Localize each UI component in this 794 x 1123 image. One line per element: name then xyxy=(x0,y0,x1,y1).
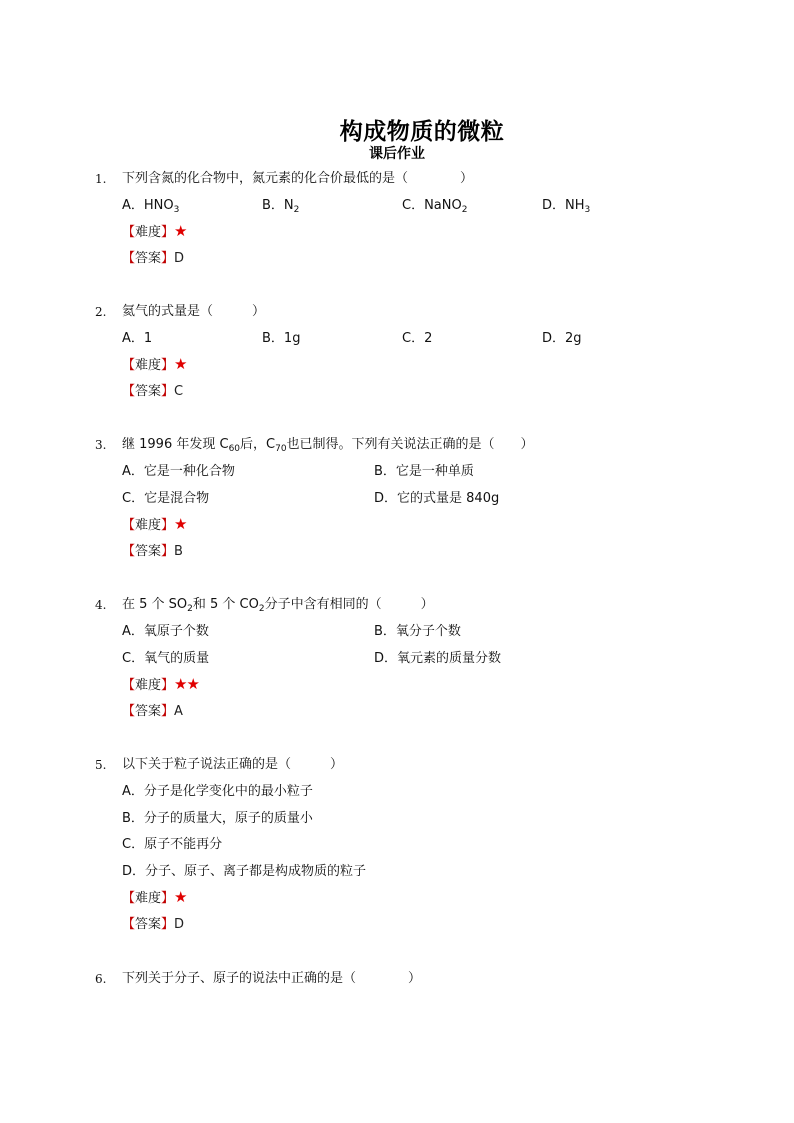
option-c: C．原子不能再分 xyxy=(122,837,223,852)
question-stem: 在 5 个 $SO_2$和 5 个 $CO_2$分子中含有相同的（ ） xyxy=(122,597,434,614)
answer-row: 【答案】D xyxy=(122,251,185,266)
star-icon: ★ xyxy=(174,515,187,533)
difficulty-row: 【难度】★★ xyxy=(122,675,199,693)
answer-row: 【答案】B xyxy=(122,544,183,559)
option-a: A．分子是化学变化中的最小粒子 xyxy=(122,784,313,799)
difficulty-row: 【难度】★ xyxy=(122,222,187,240)
question-number: 6. xyxy=(95,972,107,986)
question-stem: 继 1996 年发现 $C_{60}$后，$C_{70}$也已制得。下列有关说法正确的是（ ） xyxy=(122,437,534,454)
option-b: B．$N_2$ xyxy=(262,198,300,215)
question-stem: 以下关于粒子说法正确的是（ ） xyxy=(122,757,344,772)
answer-row: 【答案】D xyxy=(122,917,185,932)
option-b: B．氧分子个数 xyxy=(374,624,461,639)
option-d: D．$NH_3$ xyxy=(542,198,591,215)
option-c: C．它是混合物 xyxy=(122,491,210,506)
option-d: D．氧元素的质量分数 xyxy=(374,651,502,666)
question-number: 3. xyxy=(95,438,107,452)
option-a: A．1 xyxy=(122,331,153,346)
answer-row: 【答案】C xyxy=(122,384,184,399)
answer-value: D xyxy=(174,917,185,932)
option-b: B．它是一种单质 xyxy=(374,464,474,479)
difficulty-row: 【难度】★ xyxy=(122,888,187,906)
answer-value: D xyxy=(174,251,185,266)
difficulty-row: 【难度】★ xyxy=(122,355,187,373)
option-c: C．氧气的质量 xyxy=(122,651,210,666)
question-number: 1. xyxy=(95,172,107,186)
answer-value: B xyxy=(174,544,183,559)
option-d: D．2g xyxy=(542,331,582,346)
question-stem: 下列含氮的化合物中，氮元素的化合价最低的是（ ） xyxy=(122,171,474,186)
answer-row: 【答案】A xyxy=(122,704,183,719)
difficulty-row: 【难度】★ xyxy=(122,515,187,533)
option-c: C．2 xyxy=(402,331,433,346)
page-subtitle: 课后作业 xyxy=(369,146,425,162)
option-d: D．它的式量是 840g xyxy=(374,491,500,506)
question-number: 5. xyxy=(95,758,107,772)
option-a: A．$HNO_3$ xyxy=(122,198,180,215)
option-b: B．1g xyxy=(262,331,301,346)
option-a: A．它是一种化合物 xyxy=(122,464,235,479)
question-number: 2. xyxy=(95,305,107,319)
star-icon: ★ xyxy=(174,222,187,240)
option-a: A．氧原子个数 xyxy=(122,624,209,639)
option-c: C．NaNO$_2$ xyxy=(402,198,468,215)
star-icon: ★ xyxy=(174,355,187,373)
page-title: 构成物质的微粒 xyxy=(339,119,505,145)
question-stem: 下列关于分子、原子的说法中正确的是（ ） xyxy=(122,971,422,986)
question-stem: 氦气的式量是（ ） xyxy=(122,304,266,319)
answer-value: A xyxy=(174,704,183,719)
option-d: D．分子、原子、离子都是构成物质的粒子 xyxy=(122,864,367,879)
option-b: B．分子的质量大，原子的质量小 xyxy=(122,811,313,826)
question-number: 4. xyxy=(95,598,107,612)
star-icon: ★ xyxy=(174,888,187,906)
answer-value: C xyxy=(174,384,184,399)
star-icon: ★★ xyxy=(174,675,199,693)
